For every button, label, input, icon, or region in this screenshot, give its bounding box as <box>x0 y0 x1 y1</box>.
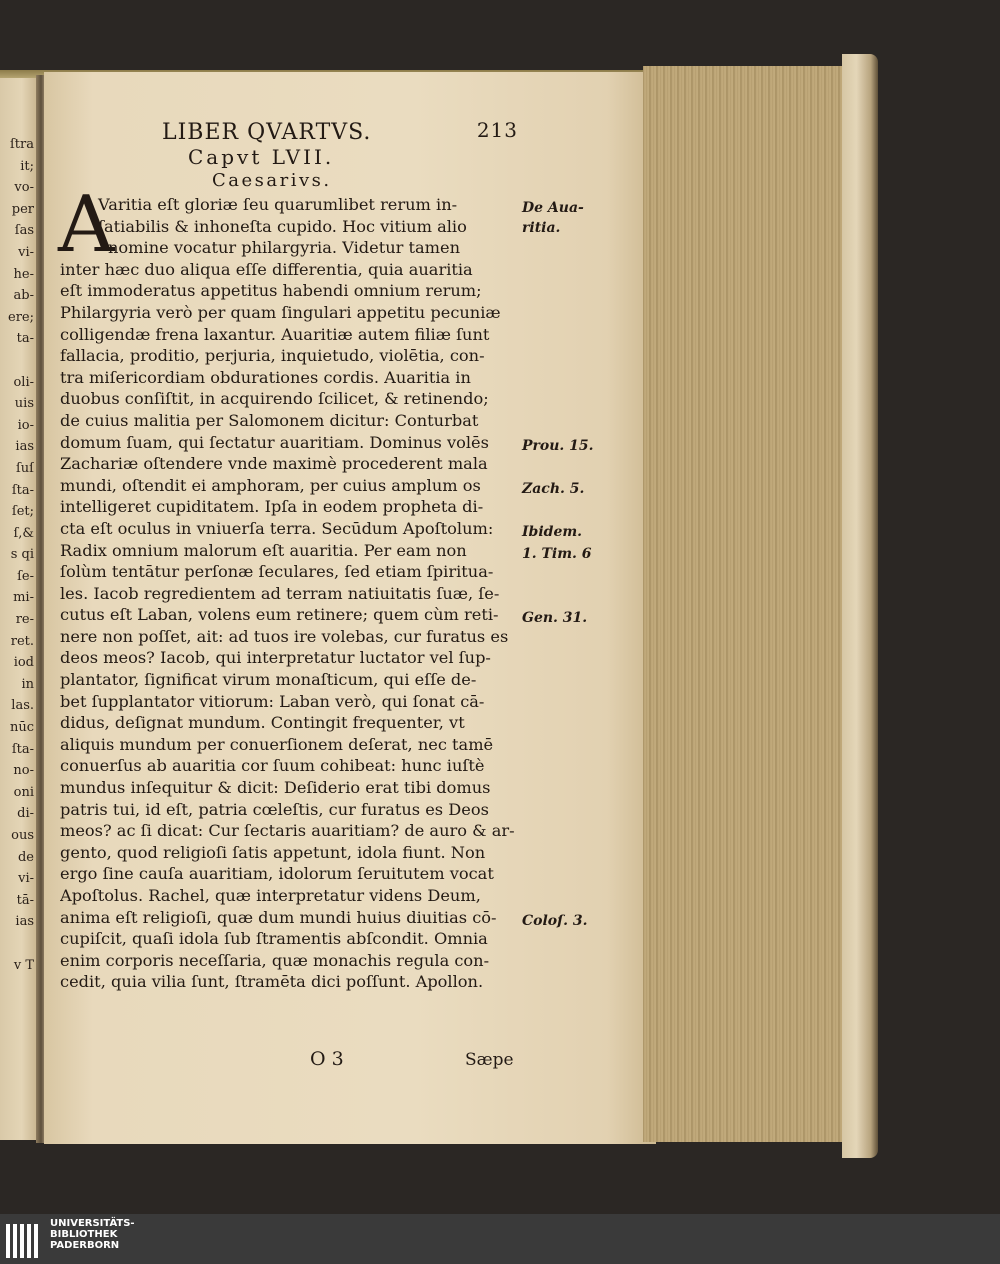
left-page-fragment: vi- <box>18 244 34 260</box>
left-page-fragment: vo- <box>14 180 34 196</box>
body-line: plantator, ſignificat virum monaſticum, qui eſſe de- <box>60 670 477 690</box>
body-line: nomine vocatur philargyria. Videtur tamen <box>108 238 461 258</box>
body-line: eſt immoderatus appetitus habendi omnium rerum; <box>60 281 482 301</box>
left-page-fragment: oli- <box>13 374 34 390</box>
body-line: Zachariæ oſtendere vnde maximè procederent mala <box>60 454 488 474</box>
left-page-fragment: ſta- <box>11 482 34 498</box>
left-page-fragment: s qi <box>10 547 34 563</box>
left-page-fragment: ſta- <box>11 741 34 757</box>
body-line: mundi, oſtendit ei amphoram, per cuius amplum os <box>60 475 481 495</box>
left-page-fragment: ſtra <box>9 137 34 152</box>
body-line: anima eſt religioſi, quæ dum mundi huius diuitias cō- <box>60 907 497 927</box>
body-line: les. Iacob regredientem ad terram natiuitatis ſuæ, ſe- <box>60 583 500 603</box>
body-line: conuerſus ab auaritia cor ſuum cohibeat: hunc iuſtè <box>60 756 485 776</box>
left-page-fragment: ous <box>11 828 34 843</box>
library-name-line: UNIVERSITÄTS- <box>50 1218 135 1229</box>
marginal-note: 1. Tim. 6 <box>522 545 592 562</box>
body-text <box>60 194 518 993</box>
signature-mark: O 3 <box>310 1048 344 1070</box>
body-line: inter hæc duo aliqua eſſe differentia, quia auaritia <box>60 259 473 279</box>
catchword: Sæpe <box>465 1050 514 1070</box>
body-line: cedit, quia vilia ſunt, ſtramēta dici poſſunt. Apollon. <box>60 972 484 992</box>
running-title: LIBER QVARTVS. <box>162 120 372 145</box>
left-page-fragment: per <box>11 201 34 217</box>
left-page-fragment: it; <box>20 158 34 174</box>
left-page-fragment: uis <box>14 396 34 412</box>
body-line: domum ſuam, qui ſectatur auaritiam. Dominus volēs <box>60 432 489 452</box>
body-line: cta eſt oculus in vniuerſa terra. Secūdum Apoſtolum: <box>60 518 494 538</box>
body-line: mundus inſequitur & dicit: Deſiderio erat tibi domus <box>60 778 491 798</box>
library-logo-icon <box>6 1224 46 1258</box>
left-page-fragment: in <box>21 676 34 692</box>
page-number: 213 <box>476 118 518 142</box>
body-line: gento, quod religioſi ſatis appetunt, idola fiunt. Non <box>60 842 486 862</box>
body-line: ſolùm tentātur perſonæ ſeculares, ſed etiam ſpiritua- <box>60 562 494 582</box>
body-line: Varitia eſt gloriæ ſeu quarumlibet rerum in- <box>98 195 458 214</box>
body-line: intelligeret cupiditatem. Ipſa in eodem propheta di- <box>60 497 484 517</box>
left-page-fragment: de <box>17 849 34 865</box>
left-page-fragment: di- <box>17 806 34 822</box>
left-page-fragment: ſ,& <box>13 525 34 541</box>
left-page-fragment: ſuſ <box>16 460 34 476</box>
left-page-fragment: ias <box>15 914 34 930</box>
left-page-fragment: ſe- <box>17 568 34 584</box>
book-cover-edge <box>842 54 878 1158</box>
marginal-note: Gen. 31. <box>522 610 588 627</box>
marginal-note: Zach. 5. <box>522 480 585 497</box>
body-line: didus, deſignat mundum. Contingit frequenter, vt <box>60 713 465 733</box>
body-line: meos? ac ſi dicat: Cur ſectaris auaritiam? de auro & ar- <box>60 821 515 841</box>
body-line: colligendæ frena laxantur. Auaritiæ autem filiæ ſunt <box>60 324 490 344</box>
body-line: bet ſupplantator vitiorum: Laban verò, qui ſonat cā- <box>60 691 485 711</box>
body-line: fallacia, proditio, perjuria, inquietudo, violētia, con- <box>60 346 485 366</box>
left-page-fragment: las. <box>11 698 34 714</box>
body-line: aliquis mundum per conuerſionem deſerat, nec tamē <box>60 734 494 754</box>
left-page <box>0 78 36 1140</box>
body-line: tra miſericordiam obdurationes cordis. Auaritia in <box>60 367 471 387</box>
left-page-fragment <box>2 350 34 372</box>
body-line: patris tui, id eſt, patria cœleſtis, cur furatus es Deos <box>60 799 489 819</box>
page-edges <box>643 66 845 1142</box>
marginal-note: Coloſ. 3. <box>522 912 588 929</box>
left-page-fragment: no- <box>13 763 34 779</box>
body-line: cutus eſt Laban, volens eum retinere; quem cùm reti- <box>60 605 499 625</box>
left-page-fragment: iod <box>13 655 34 671</box>
left-page-fragment: vi- <box>18 871 34 887</box>
body-line: ſatiabilis & inhoneſta cupido. Hoc vitium alio <box>98 216 467 236</box>
left-page-fragment: he- <box>13 266 34 282</box>
left-page-fragment: nūc <box>9 720 34 736</box>
marginal-note: Prou. 15. <box>522 437 594 454</box>
body-line: Philargyria verò per quam ſingulari appetitu pecuniæ <box>60 302 501 322</box>
left-page-fragment: v T <box>13 957 34 973</box>
left-page-fragment: mi- <box>13 590 34 606</box>
left-page-fragment: ſas <box>14 223 34 239</box>
left-page-fragment: oni <box>13 784 34 800</box>
marginal-note: De Aua- ritia. <box>522 200 584 236</box>
body-line: nere non poſſet, ait: ad tuos ire volebas, cur furatus es <box>60 626 509 646</box>
left-page-fragment <box>2 933 34 955</box>
marginal-note: Ibidem. <box>522 524 583 540</box>
left-page-fragment: ab- <box>13 288 34 304</box>
left-page-fragment: ta- <box>16 331 34 347</box>
body-line: Radix omnium malorum eſt auaritia. Per eam non <box>60 540 467 560</box>
left-page-text-fragments <box>2 134 34 976</box>
left-page-fragment: ere; <box>8 309 34 325</box>
chapter-heading: Capvt LVII. <box>188 145 335 169</box>
body-line: Apoſtolus. Rachel, quæ interpretatur videns Deum, <box>60 886 481 905</box>
body-line: duobus conſiſtit, in acquirendo ſcilicet, & retinendo; <box>60 389 489 409</box>
left-page-fragment: ias <box>15 439 34 455</box>
left-page-fragment: tā- <box>16 892 34 908</box>
body-line: de cuius malitia per Salomonem dicitur: Conturbat <box>60 410 479 430</box>
left-page-fragment: ſet; <box>11 504 34 520</box>
library-name-line: PADERBORN <box>50 1240 120 1251</box>
left-page-fragment: ret. <box>10 633 34 649</box>
library-name <box>50 1218 135 1251</box>
body-line: deos meos? Iacob, qui interpretatur luctator vel ſup- <box>60 648 491 668</box>
left-page-fragment: re- <box>15 612 34 628</box>
body-line: enim corporis neceſſaria, quæ monachis regula con- <box>60 950 490 970</box>
left-page-fragment: io- <box>17 417 34 433</box>
body-line: ergo ſine cauſa auaritiam, idolorum ſeruitutem vocat <box>60 864 494 884</box>
speaker-heading: Caesarivs. <box>212 170 332 191</box>
library-footer-bar <box>0 1214 1000 1264</box>
library-name-line: BIBLIOTHEK <box>50 1229 118 1240</box>
drop-cap: A <box>58 180 115 270</box>
body-line: cupiſcit, quaſi idola ſub ſtramentis abſcondit. Omnia <box>60 929 488 949</box>
